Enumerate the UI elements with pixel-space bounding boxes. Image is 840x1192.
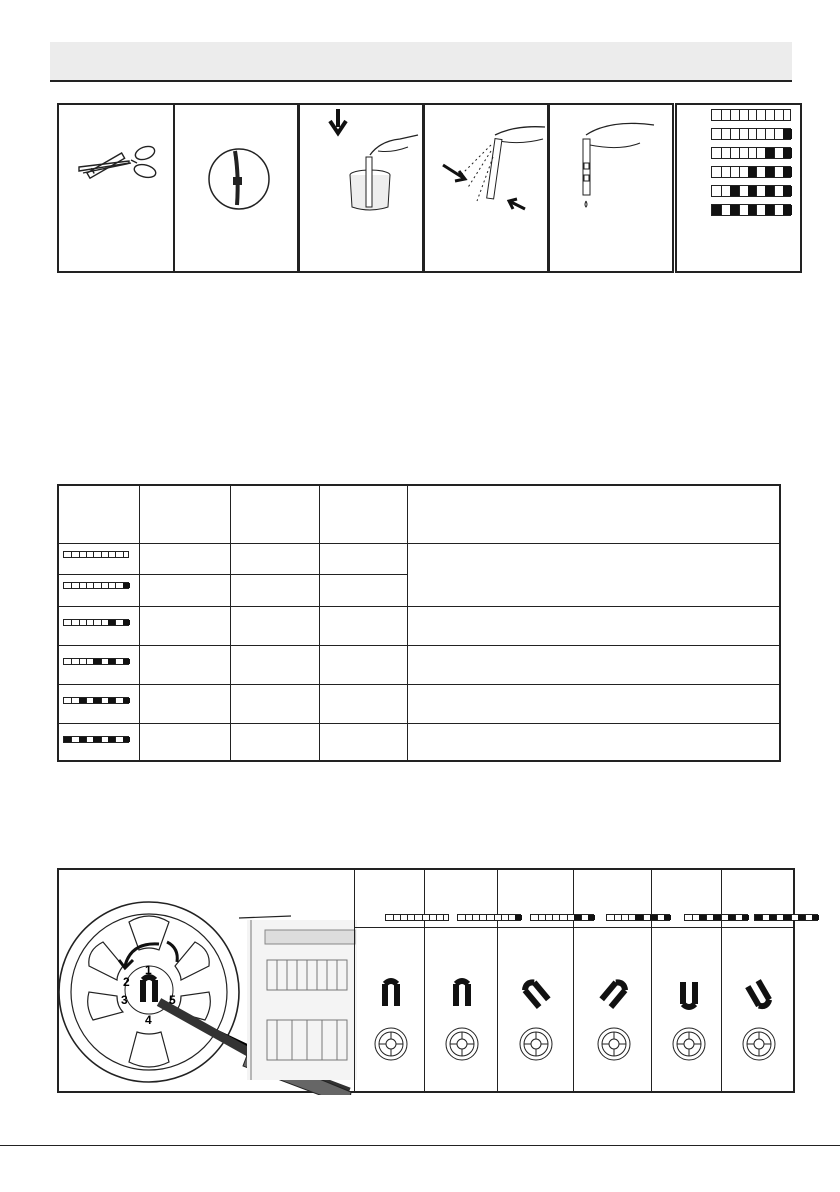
- adjuster-diagram: [57, 868, 795, 1093]
- test-strip-icon: [711, 166, 791, 178]
- test-strip-icon: [63, 551, 129, 558]
- strip-magnify-icon: [175, 105, 297, 271]
- softener-setting-icon: [594, 974, 634, 1094]
- softener-setting-icon: [516, 974, 556, 1094]
- softener-setting-icon: [669, 974, 709, 1094]
- footer-line: [0, 1145, 840, 1146]
- hold-strip-icon: [550, 105, 672, 271]
- column-divider: [354, 927, 795, 928]
- test-strip-icon: [63, 582, 129, 589]
- dial-number-3: 3: [121, 993, 128, 1007]
- test-strip-icon: [754, 914, 818, 921]
- test-strip-icon: [63, 736, 129, 743]
- shake-panel: [423, 103, 549, 273]
- test-strip-icon: [457, 914, 521, 921]
- softener-setting-icon: [371, 974, 411, 1094]
- test-strip-icon: [684, 914, 748, 921]
- strip-closeup-panel: [173, 103, 299, 273]
- softener-setting-icon: [442, 974, 482, 1094]
- test-strip-icon: [530, 914, 594, 921]
- test-strip-icon: [711, 204, 791, 216]
- test-strip-icon: [385, 914, 449, 921]
- dishwasher-interior-image: [247, 920, 357, 1080]
- softener-setting-icon: [739, 974, 779, 1094]
- test-strip-icon: [63, 697, 129, 704]
- dip-in-water-icon: [300, 105, 422, 271]
- header-band: [50, 42, 792, 82]
- test-strip-icon: [63, 619, 129, 626]
- wait-panel: [548, 103, 674, 273]
- scissors-panel: [57, 103, 175, 273]
- test-strip-icon: [606, 914, 670, 921]
- illustration-row: [57, 103, 802, 273]
- test-strip-icon: [711, 109, 791, 121]
- test-strip-icon: [711, 128, 791, 140]
- scissors-icon: [59, 105, 173, 271]
- dial-number-1: 1: [145, 963, 152, 977]
- test-strip-icon: [63, 658, 129, 665]
- dial-number-4: 4: [145, 1013, 152, 1027]
- dip-panel: [298, 103, 424, 273]
- hardness-table: [57, 484, 781, 762]
- test-strip-icon: [711, 147, 791, 159]
- strip-results-panel: [675, 103, 802, 273]
- test-strip-icon: [711, 185, 791, 197]
- dial-number-2: 2: [123, 975, 130, 989]
- dial-number-5: 5: [169, 993, 176, 1007]
- shake-strip-icon: [425, 105, 547, 271]
